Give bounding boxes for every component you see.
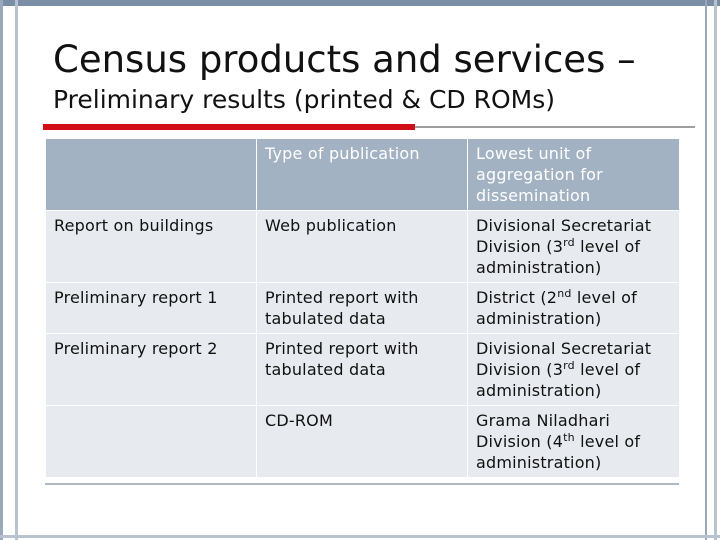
- frame-left-line: [15, 0, 18, 540]
- cell-product: Preliminary report 1: [46, 283, 257, 334]
- unit-text: Grama Niladhari Division (4: [476, 411, 611, 451]
- cell-product: [46, 406, 257, 478]
- unit-text: level of administration): [476, 432, 641, 472]
- header-cell-unit: Lowest unit of aggregation for dissemination: [468, 139, 680, 211]
- table-header-row: [46, 139, 680, 211]
- cell-unit: [468, 283, 680, 334]
- unit-ordinal: rd: [563, 236, 575, 249]
- unit-ordinal: th: [563, 431, 575, 444]
- header-cell-type: Type of publication: [257, 139, 468, 211]
- cell-product: Preliminary report 2: [46, 334, 257, 406]
- slide-title: Census products and services –: [53, 38, 636, 81]
- cell-type: Printed report with tabulated data: [257, 334, 468, 406]
- cell-unit: [468, 211, 680, 283]
- frame-right-line: [714, 0, 717, 540]
- cell-type: Web publication: [257, 211, 468, 283]
- unit-ordinal: rd: [563, 359, 575, 372]
- table-bottom-rule: [45, 483, 679, 485]
- header-cell-product: [46, 139, 257, 211]
- unit-text: Divisional Secretariat Division (3: [476, 339, 652, 379]
- frame-top-bar: [0, 0, 720, 6]
- cell-product: Report on buildings: [46, 211, 257, 283]
- frame-right-line: [705, 0, 707, 540]
- frame-left-line: [0, 0, 3, 540]
- slide-subtitle: Preliminary results (printed & CD ROMs): [53, 85, 556, 114]
- cell-unit: [468, 406, 680, 478]
- table-row: [46, 211, 680, 283]
- unit-text: level of administration): [476, 288, 637, 328]
- table-row: [46, 283, 680, 334]
- title-accent-bar: [43, 124, 415, 130]
- cell-type: Printed report with tabulated data: [257, 283, 468, 334]
- unit-text: level of administration): [476, 360, 641, 400]
- table-row: [46, 406, 680, 478]
- frame-bottom-line: [0, 535, 720, 538]
- cell-unit: [468, 334, 680, 406]
- unit-text: Divisional Secretariat Division (3: [476, 216, 652, 256]
- unit-text: level of administration): [476, 237, 641, 277]
- cell-type: CD-ROM: [257, 406, 468, 478]
- unit-text: District (2: [476, 288, 558, 307]
- unit-ordinal: nd: [557, 287, 572, 300]
- table-row: [46, 334, 680, 406]
- publications-table: [45, 138, 680, 478]
